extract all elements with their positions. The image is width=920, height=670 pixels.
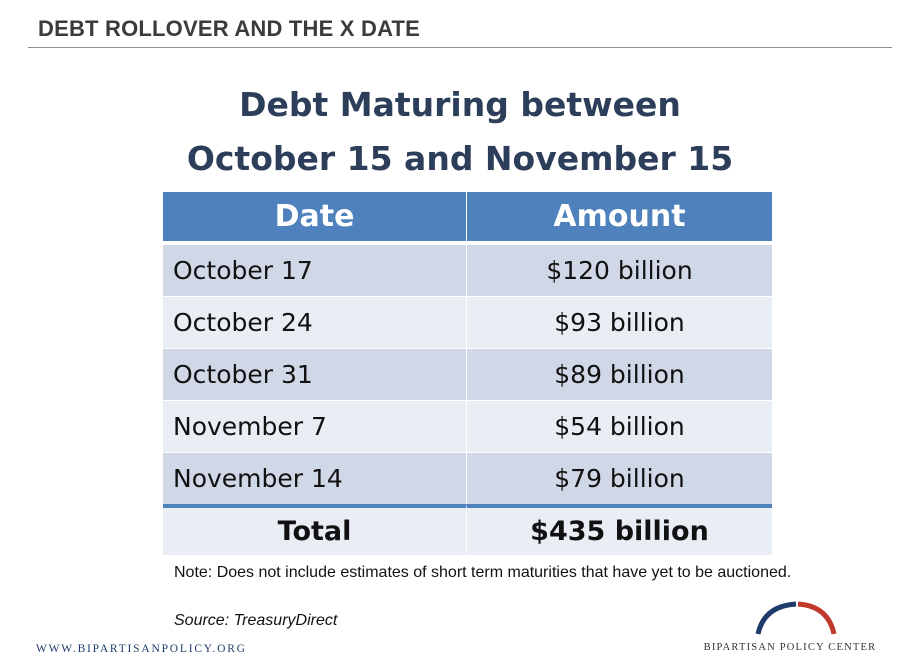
bpc-logo-arc-icon bbox=[752, 600, 838, 638]
column-header-amount: Amount bbox=[466, 192, 772, 244]
table-total-row bbox=[163, 504, 772, 555]
cell-date: October 24 bbox=[163, 296, 466, 348]
cell-amount: $120 billion bbox=[466, 244, 772, 296]
cell-amount: $89 billion bbox=[466, 348, 772, 400]
table-row bbox=[163, 296, 772, 348]
title-line-1: Debt Maturing between bbox=[239, 85, 681, 124]
cell-date: November 7 bbox=[163, 400, 466, 452]
cell-amount: $54 billion bbox=[466, 400, 772, 452]
table-row bbox=[163, 348, 772, 400]
total-amount: $435 billion bbox=[466, 504, 772, 555]
footer-website-link[interactable]: WWW.BIPARTISANPOLICY.ORG bbox=[36, 643, 247, 655]
footer-organization-name: BIPARTISAN POLICY CENTER bbox=[703, 642, 877, 653]
debt-maturity-table bbox=[163, 192, 772, 555]
slide-title bbox=[0, 78, 920, 186]
column-header-date: Date bbox=[163, 192, 466, 244]
slide-header: DEBT ROLLOVER AND THE X DATE bbox=[38, 16, 421, 41]
table-header-row bbox=[163, 192, 772, 244]
source-citation: Source: TreasuryDirect bbox=[174, 612, 338, 629]
table-row bbox=[163, 400, 772, 452]
table-note: Note: Does not include estimates of short term maturities that have yet to be auctioned. bbox=[174, 564, 792, 581]
cell-date: October 31 bbox=[163, 348, 466, 400]
header-divider bbox=[28, 47, 892, 48]
table-row bbox=[163, 244, 772, 296]
title-line-2: October 15 and November 15 bbox=[186, 139, 734, 178]
cell-amount: $79 billion bbox=[466, 452, 772, 504]
total-label: Total bbox=[163, 504, 466, 555]
cell-amount: $93 billion bbox=[466, 296, 772, 348]
table-row bbox=[163, 452, 772, 504]
cell-date: October 17 bbox=[163, 244, 466, 296]
cell-date: November 14 bbox=[163, 452, 466, 504]
